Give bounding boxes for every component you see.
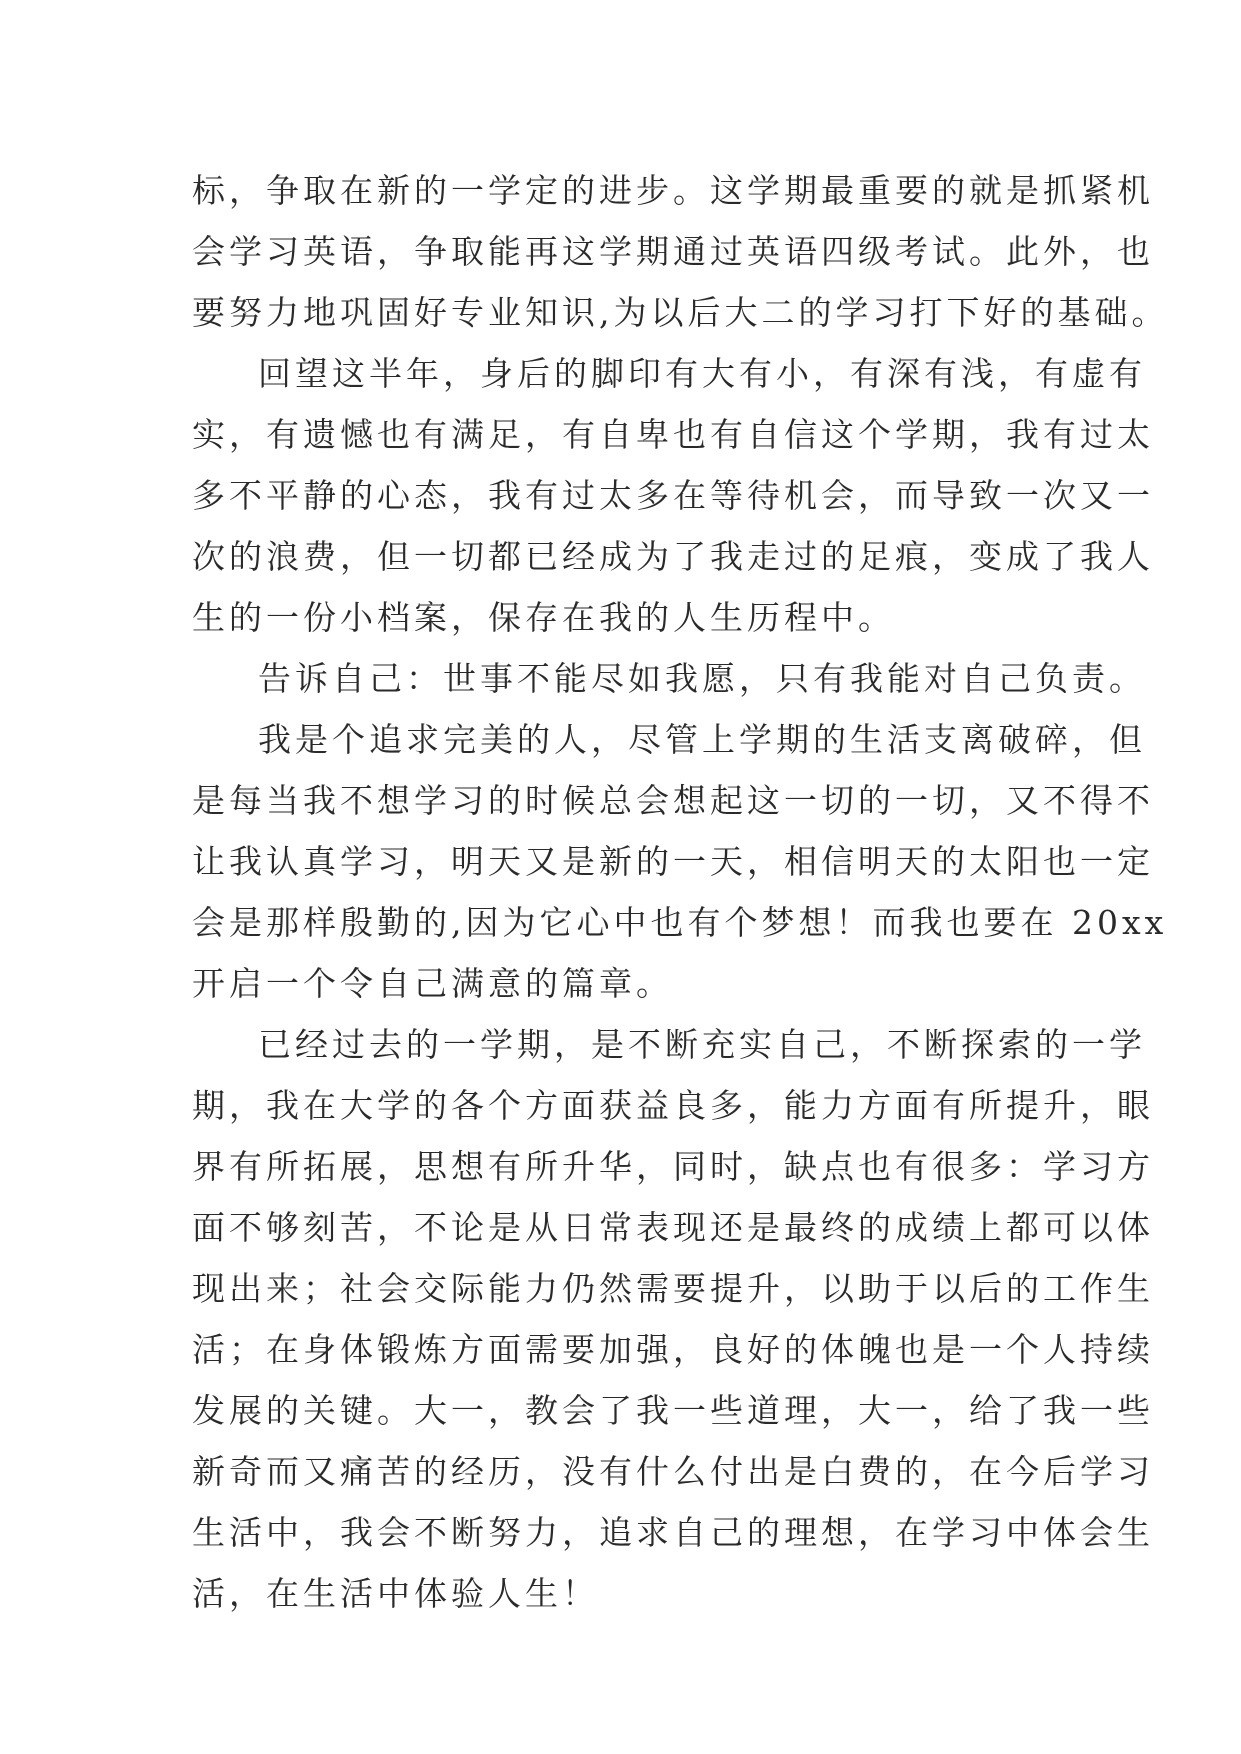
text-line: 多不平静的心态，我有过太多在等待机会，而导致一次又一	[192, 476, 1154, 515]
text-line: 实，有遗憾也有满足，有自卑也有自信这个学期，我有过太	[192, 415, 1154, 454]
text-line: 活；在身体锻炼方面需要加强，良好的体魄也是一个人持续	[192, 1330, 1154, 1369]
text-line: 面不够刻苦，不论是从日常表现还是最终的成绩上都可以体	[192, 1208, 1154, 1247]
text-line: 生活中，我会不断努力，追求自己的理想，在学习中体会生	[192, 1513, 1154, 1552]
text-line: 发展的关键。大一，教会了我一些道理，大一，给了我一些	[192, 1391, 1154, 1430]
text-line: 期，我在大学的各个方面获益良多，能力方面有所提升，眼	[192, 1086, 1154, 1125]
paragraph-start-line: 告诉自己：世事不能尽如我愿，只有我能对自己负责。	[258, 659, 1146, 698]
paragraph-start-line: 回望这半年，身后的脚印有大有小，有深有浅，有虚有	[258, 354, 1146, 393]
text-line: 开启一个令自己满意的篇章。	[192, 964, 673, 1003]
text-line: 标，争取在新的一学定的进步。这学期最重要的就是抓紧机	[192, 171, 1154, 210]
text-line: 会学习英语，争取能再这学期通过英语四级考试。此外，也	[192, 232, 1154, 271]
document-body	[192, 160, 1169, 1624]
text-line: 界有所拓展，思想有所升华，同时，缺点也有很多：学习方	[192, 1147, 1154, 1186]
paragraph-start-line: 已经过去的一学期，是不断充实自己，不断探索的一学	[258, 1025, 1146, 1064]
text-line: 让我认真学习，明天又是新的一天，相信明天的太阳也一定	[192, 842, 1154, 881]
text-line: 活，在生活中体验人生！	[192, 1574, 599, 1613]
text-line: 要努力地巩固好专业知识,为以后大二的学习打下好的基础。	[192, 293, 1169, 332]
text-line: 会是那样殷勤的,因为它心中也有个梦想！而我也要在 20xx	[192, 903, 1168, 942]
text-line: 现出来；社会交际能力仍然需要提升，以助于以后的工作生	[192, 1269, 1154, 1308]
text-line: 次的浪费，但一切都已经成为了我走过的足痕，变成了我人	[192, 537, 1154, 576]
text-line: 新奇而又痛苦的经历，没有什么付出是白费的，在今后学习	[192, 1452, 1154, 1491]
text-line: 是每当我不想学习的时候总会想起这一切的一切，又不得不	[192, 781, 1154, 820]
paragraph-start-line: 我是个追求完美的人，尽管上学期的生活支离破碎，但	[258, 720, 1146, 759]
text-line: 生的一份小档案，保存在我的人生历程中。	[192, 598, 895, 637]
